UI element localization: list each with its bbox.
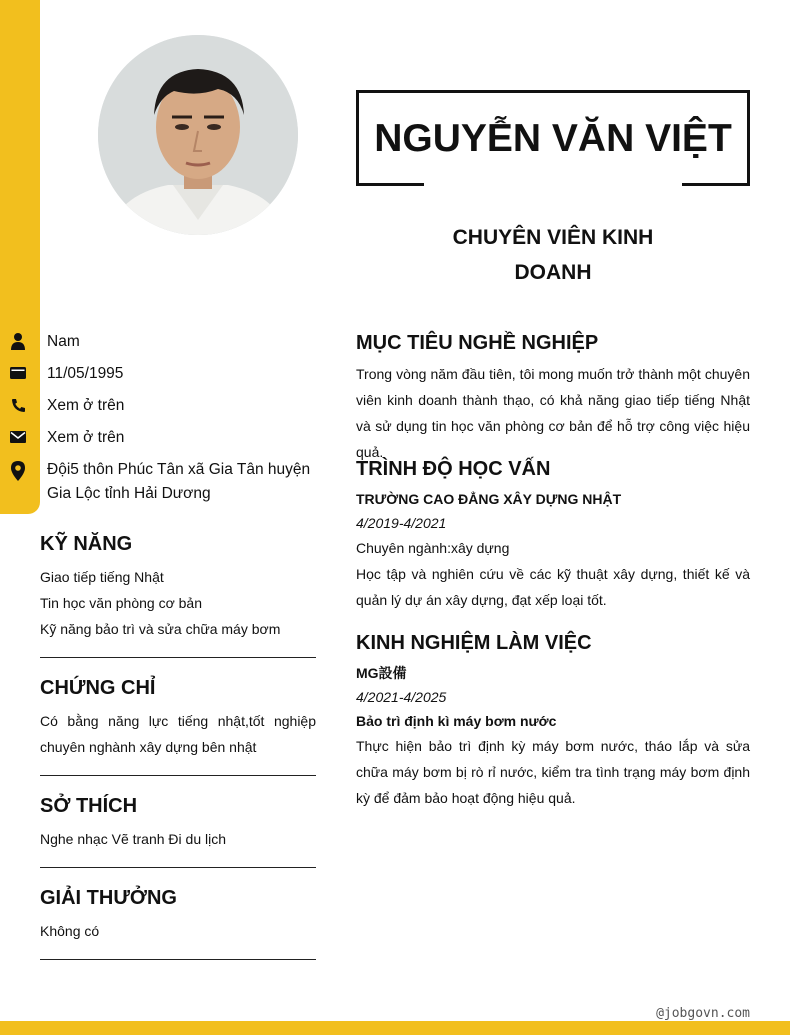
education-title: TRÌNH ĐỘ HỌC VẤN [356,458,551,480]
address-value: Đội5 thôn Phúc Tân xã Gia Tân huyện Gia Lộc tỉnh Hải Dương [47,461,311,502]
avatar [98,35,298,235]
divider [40,657,316,658]
person-icon [0,330,36,352]
info-birthday [0,362,330,386]
education-period: 4/2019-4/2021 [356,515,447,531]
certificates-title: CHỨNG CHỈ [40,677,156,699]
birthday-value: 11/05/1995 [47,365,124,382]
hobbies-text: Nghe nhạc Vẽ tranh Đi du lịch [40,831,226,847]
calendar-icon [0,362,36,384]
info-address [0,458,330,506]
gender-value: Nam [47,333,80,350]
divider [40,959,316,960]
info-phone [0,394,330,418]
skill-item: Kỹ năng bảo trì và sửa chữa máy bơm [40,621,281,637]
info-gender [0,330,330,354]
email-value: Xem ở trên [47,429,125,446]
phone-icon [0,394,36,416]
job-title [356,220,750,290]
education-major: Chuyên ngành:xây dựng [356,540,510,556]
education-block [356,487,750,613]
skills-list [40,564,316,642]
job-title-line-1: CHUYÊN VIÊN KINH [452,226,654,249]
experience-block [356,661,750,811]
phone-value: Xem ở trên [47,397,125,414]
info-email [0,426,330,450]
education-school: TRƯỜNG CAO ĐẲNG XÂY DỰNG NHẬT [356,491,622,507]
divider [40,775,316,776]
job-title-line-2: DOANH [514,261,592,284]
experience-title: KINH NGHIỆM LÀM VIỆC [356,632,592,654]
objective-text: Trong vòng năm đầu tiên, tôi mong muốn trở thành một chuyên viên kinh doanh thành thạo, có khả năng giao tiếp tiếng Nhật và sử dụng tin học văn phòng cơ bản để hỗ trợ công việc hiệu quả. [356,366,750,460]
experience-company: MG設備 [356,665,407,681]
awards-title: GIẢI THƯỞNG [40,887,177,909]
hobbies-title: SỞ THÍCH [40,795,138,817]
watermark: @jobgovn.com [656,1006,750,1021]
accent-bottom-bar [0,1021,790,1035]
experience-role: Bảo trì định kì máy bơm nước [356,713,557,729]
divider [40,867,316,868]
objective-title: MỤC TIÊU NGHỀ NGHIỆP [356,332,599,354]
avatar-photo [98,35,298,235]
experience-period: 4/2021-4/2025 [356,689,447,705]
skills-title: KỸ NĂNG [40,533,133,555]
experience-description: Thực hiện bảo trì định kỳ máy bơm nước, tháo lắp và sửa chữa máy bơm bị rò rỉ nước, kiểm tra tình trạng máy bơm định kỳ để đảm bảo hoạt động hiệu quả. [356,738,750,806]
location-icon [0,458,36,484]
skill-item: Giao tiếp tiếng Nhật [40,569,164,585]
education-description: Học tập và nghiên cứu về các kỹ thuật xây dựng, thiết kế và quản lý dự án xây dựng, đạt xếp loại tốt. [356,566,750,608]
email-icon [0,426,36,448]
skill-item: Tin học văn phòng cơ bản [40,595,202,611]
full-name: NGUYỄN VĂN VIỆT [374,117,732,160]
certificates-text: Có bằng năng lực tiếng nhật,tốt nghiệp chuyên nghành xây dựng bên nhật [40,713,316,755]
awards-text: Không có [40,923,100,939]
